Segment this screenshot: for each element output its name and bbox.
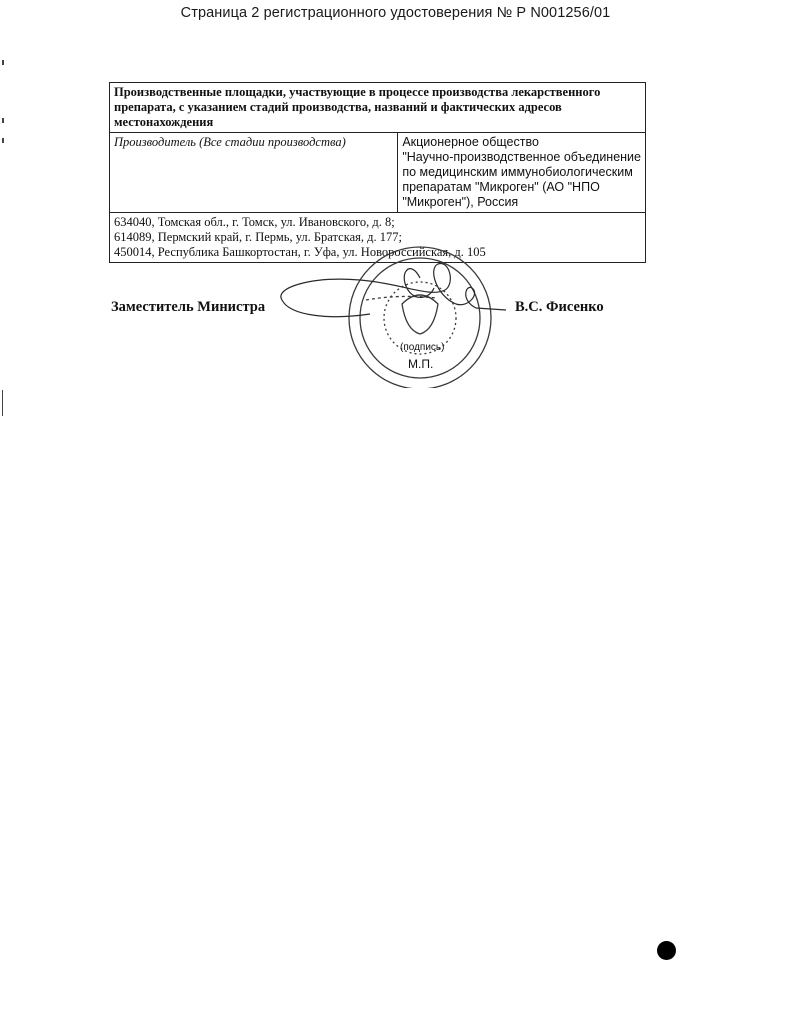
organization-line: препаратам "Микроген" (АО "НПО <box>402 180 600 194</box>
handwritten-signature <box>281 264 506 317</box>
official-seal-and-signature <box>270 238 510 388</box>
signatory-position: Заместитель Министра <box>111 299 266 315</box>
seal-signature-note: (подпись) <box>400 342 445 353</box>
seal-eagle-emblem <box>402 295 438 334</box>
seal-place-label: М.П. <box>408 357 434 371</box>
scan-artifact <box>2 138 4 143</box>
organization-line: "Микроген"), Россия <box>402 195 519 209</box>
page-header: Страница 2 регистрационного удостоверения № Р N001256/01 <box>180 5 611 21</box>
table-row <box>110 133 646 213</box>
manufacturer-organization <box>398 133 646 213</box>
organization-line: по медицинским иммунобиологическим <box>402 165 633 179</box>
manufacturer-role: Производитель (Все стадии производства) <box>110 133 398 213</box>
scan-artifact <box>2 390 3 416</box>
scan-punch-mark <box>657 941 676 960</box>
manufacturing-sites-table <box>109 82 646 263</box>
address-line: 614089, Пермский край, г. Пермь, ул. Братская, д. 177; <box>114 230 402 244</box>
table-header-row <box>110 83 646 133</box>
scan-artifact <box>2 60 4 65</box>
organization-line: Акционерное общество <box>402 135 539 149</box>
scan-artifact <box>2 118 4 123</box>
address-line: 450014, Республика Башкортостан, г. Уфа, ул. Новороссийская, д. 105 <box>114 245 486 259</box>
table-heading: Производственные площадки, участвующие в процессе производства лекарственного препарата, с указанием стадий производства, названий и фактических адресов местонахождения <box>110 83 646 133</box>
signatory-name: В.С. Фисенко <box>515 299 604 315</box>
address-line: 634040, Томская обл., г. Томск, ул. Ивановского, д. 8; <box>114 215 395 229</box>
organization-line: "Научно-производственное объединение <box>402 150 641 164</box>
